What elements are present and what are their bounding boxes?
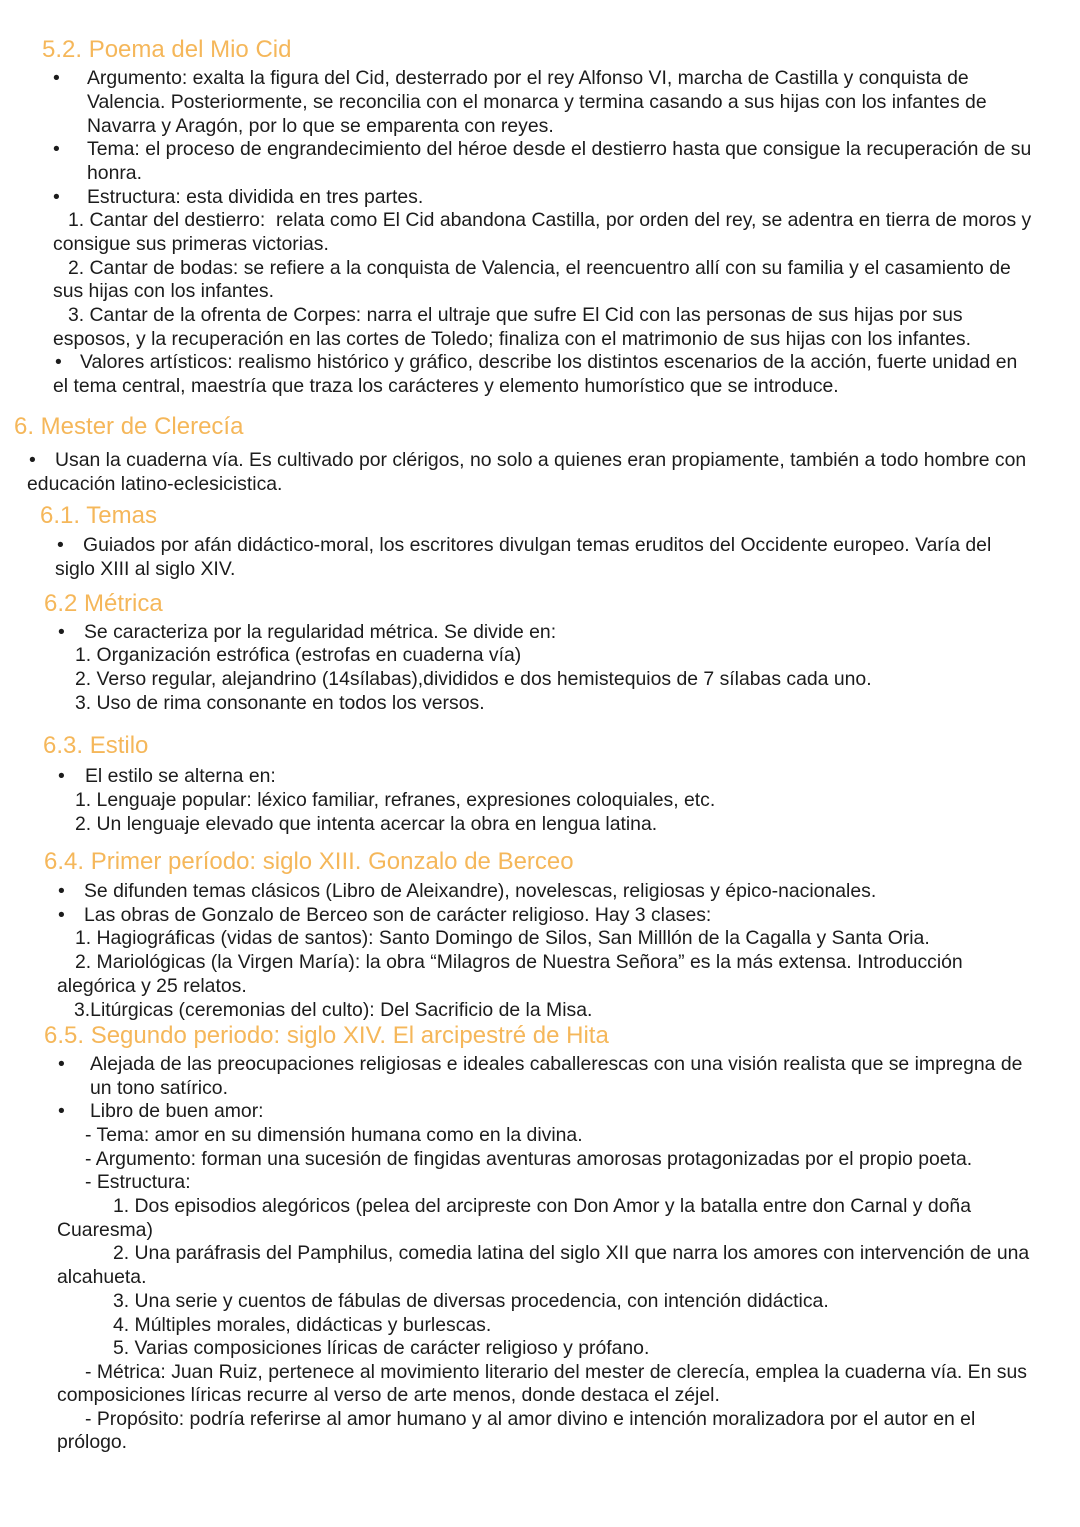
text-line: 1. Organización estrófica (estrofas en cuaderna vía) [75,644,522,666]
section-heading: 5.2. Poema del Mio Cid [42,36,292,63]
bullet [58,903,65,927]
text-line: el tema central, maestría que traza los carácteres y elemento humorístico que se introduce. [53,375,839,397]
text-line: 3. Cantar de la ofrenta de Corpes: narra el ultraje que sufre El Cid con las personas de sus hijas por sus [68,304,963,326]
bullet [58,620,65,644]
text-line: educación latino-eclesicistica. [27,473,283,495]
text-line: Se caracteriza por la regularidad métrica. Se divide en: [84,621,557,643]
text-line: El estilo se alterna en: [85,765,276,787]
text-line: Valencia. Posteriormente, se reconcilia con el monarca y termina casando a sus hijas con los infantes de [87,91,987,113]
text-line: 2. Un lenguaje elevado que intenta acercar la obra en lengua latina. [75,813,658,835]
text-line: un tono satírico. [90,1077,228,1099]
bullet [58,1099,65,1123]
text-line: alcahueta. [57,1266,147,1288]
text-line: - Estructura: [85,1171,191,1193]
section-heading: 6.3. Estilo [43,732,149,759]
text-line: siglo XIII al siglo XIV. [55,558,236,580]
text-line: 3.Litúrgicas (ceremonias del culto): Del Sacrificio de la Misa. [74,999,593,1021]
section-heading: 6.4. Primer período: siglo XIII. Gonzalo de Berceo [44,848,574,875]
text-line: 2. Una paráfrasis del Pamphilus, comedia latina del siglo XII que narra los amores con intervención de una [113,1242,1030,1264]
section-heading: 6.2 Métrica [44,590,163,617]
text-line: Las obras de Gonzalo de Berceo son de carácter religioso. Hay 3 clases: [84,904,712,926]
bullet [58,764,65,788]
bullet [58,879,65,903]
bullet [57,533,64,557]
bullet [53,185,60,209]
text-line: 5. Varias composiciones líricas de carácter religioso y prófano. [113,1337,650,1359]
text-line: - Propósito: podría referirse al amor humano y al amor divino e intención moralizadora por el autor en el [85,1408,976,1430]
bullet [29,448,36,472]
text-line: sus hijas con los infantes. [53,280,274,302]
text-line: Cuaresma) [57,1219,153,1241]
text-line: 2. Mariológicas (la Virgen María): la obra “Milagros de Nuestra Señora” es la más extensa. Introducción [75,951,963,973]
text-line: esposos, y la recuperación en las cortes de Toledo; finaliza con el matrimonio de sus hijas con los infantes. [53,328,971,350]
text-line: Libro de buen amor: [90,1100,264,1122]
text-line: 4. Múltiples morales, didácticas y burlescas. [113,1314,492,1336]
text-line: 1. Dos episodios alegóricos (pelea del arcipreste con Don Amor y la batalla entre don Carnal y doña [113,1195,971,1217]
text-line: consigue sus primeras victorias. [53,233,329,255]
text-line: Guiados por afán didáctico-moral, los escritores divulgan temas eruditos del Occidente europeo. Varía del [83,534,992,556]
text-line: alegórica y 25 relatos. [57,975,247,997]
text-line: honra. [87,162,142,184]
text-line: - Argumento: forman una sucesión de fingidas aventuras amorosas protagonizadas por el propio poeta. [85,1148,973,1170]
text-line: - Tema: amor en su dimensión humana como en la divina. [85,1124,583,1146]
text-line: 2. Cantar de bodas: se refiere a la conquista de Valencia, el reencuentro allí con su familia y el casamiento de [68,257,1011,279]
text-line: prólogo. [57,1431,128,1453]
section-heading: 6. Mester de Clerecía [14,413,244,440]
text-line: Tema: el proceso de engrandecimiento del héroe desde el destierro hasta que consigue la recuperación de su [87,138,1032,160]
text-line: 1. Hagiográficas (vidas de santos): Santo Domingo de Silos, San Milllón de la Cagalla y Santa Oria. [75,927,930,949]
text-line: Argumento: exalta la figura del Cid, desterrado por el rey Alfonso VI, marcha de Castilla y conquista de [87,67,969,89]
text-line: Valores artísticos: realismo histórico y gráfico, describe los distintos escenarios de la acción, fuerte unidad en [80,351,1018,373]
text-line: 1. Lenguaje popular: léxico familiar, refranes, expresiones coloquiales, etc. [75,789,716,811]
bullet [58,1052,65,1076]
text-line: 1. Cantar del destierro: relata como El Cid abandona Castilla, por orden del rey, se adentra en tierra de moros y [68,209,1032,231]
text-line: composiciones líricas recurre al verso de arte menos, donde destaca el zéjel. [57,1384,720,1406]
text-line: 3. Uso de rima consonante en todos los versos. [75,692,485,714]
section-heading: 6.5. Segundo periodo: siglo XIV. El arcipestré de Hita [44,1022,609,1049]
bullet [55,350,62,374]
bullet [53,66,60,90]
section-heading: 6.1. Temas [40,502,157,529]
text-line: Usan la cuaderna vía. Es cultivado por clérigos, no solo a quienes eran propiamente, también a todo hombre con [55,449,1027,471]
text-line: 3. Una serie y cuentos de fábulas de diversas procedencia, con intención didáctica. [113,1290,829,1312]
text-line: Navarra y Aragón, por lo que se emparenta con reyes. [87,115,554,137]
bullet [53,137,60,161]
text-line: Se difunden temas clásicos (Libro de Aleixandre), novelescas, religiosas y épico-nacionales. [84,880,877,902]
text-line: - Métrica: Juan Ruiz, pertenece al movimiento literario del mester de clerecía, emplea la cuaderna vía. En sus [85,1361,1027,1383]
text-line: Alejada de las preocupaciones religiosas e ideales caballerescas con una visión realista que se impregna de [90,1053,1023,1075]
text-line: Estructura: esta dividida en tres partes. [87,186,424,208]
text-line: 2. Verso regular, alejandrino (14sílabas),divididos e dos hemistequios de 7 sílabas cada uno. [75,668,872,690]
